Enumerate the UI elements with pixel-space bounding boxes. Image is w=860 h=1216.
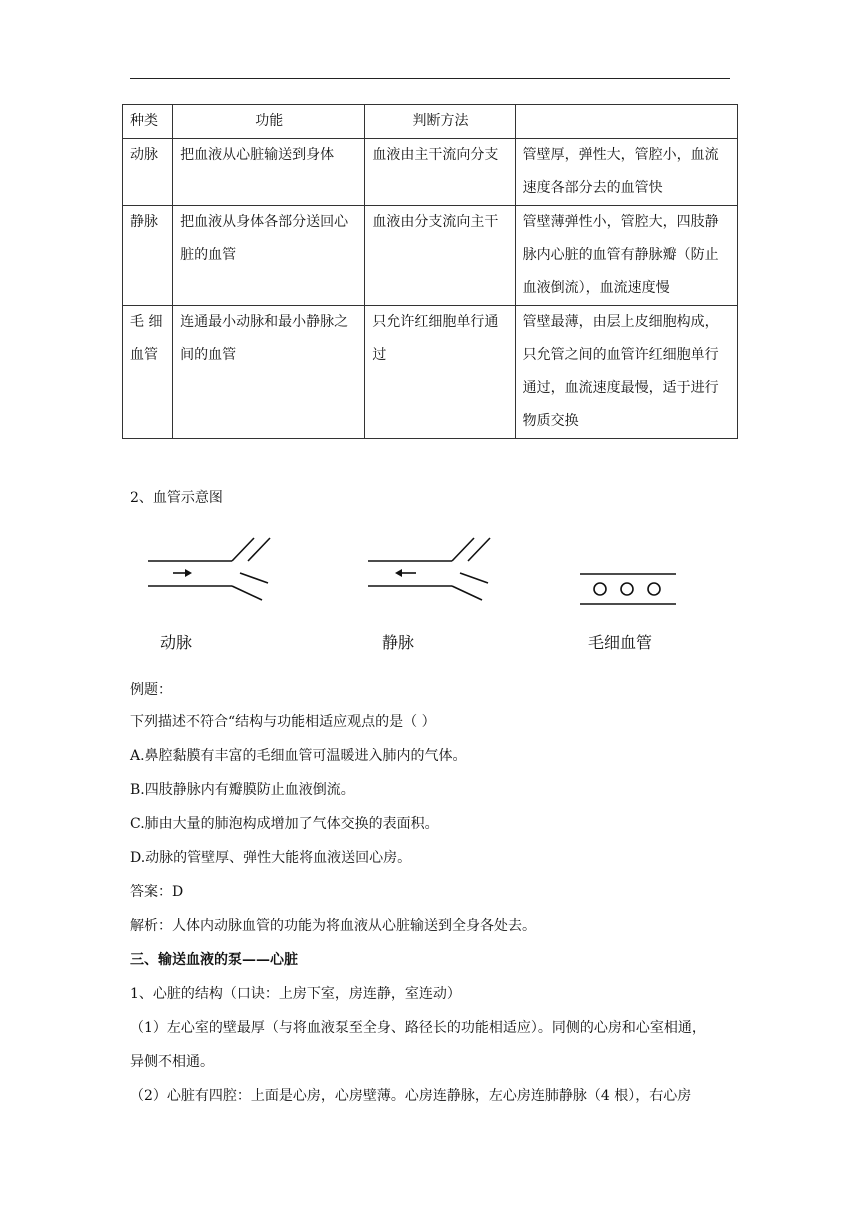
- header-rule: [130, 78, 730, 79]
- heart-structure-detail: （2）心脏有四腔：上面是心房，心房壁薄。心房连静脉，左心房连肺静脉（4 根），右心房: [130, 1088, 692, 1104]
- section-heading: 三、输送血液的泵——心脏: [130, 952, 298, 968]
- option-c: C.肺由大量的肺泡构成增加了气体交换的表面积。: [130, 816, 439, 832]
- table-cell-features: 管壁薄弹性小，管腔大，四肢静脉内心脏的血管有静脉瓣（防止血液倒流），血流速度慢: [515, 206, 737, 306]
- option-b: B.四肢静脉内有瓣膜防止血液倒流。: [130, 782, 355, 798]
- artery-diagram: [148, 538, 270, 600]
- table-header: 种类: [123, 105, 173, 139]
- table-cell-type: 静脉: [123, 206, 173, 306]
- table-cell-judge: 血液由主干流向分支: [365, 139, 515, 206]
- example-question: 下列描述不符合“结构与功能相适应观点的是（ ）: [130, 714, 436, 730]
- capillary-label: 毛细血管: [588, 633, 653, 652]
- option-a: A.鼻腔黏膜有丰富的毛细血管可温暖进入肺内的气体。: [130, 748, 467, 764]
- table-cell-type: 毛 细血管: [123, 306, 173, 439]
- table-row: [123, 206, 738, 306]
- table-row: [123, 306, 738, 439]
- vessel-diagram: [140, 528, 700, 668]
- heart-structure-detail: 异侧不相通。: [130, 1054, 214, 1070]
- table-cell-judge: 只允许红细胞单行通过: [365, 306, 515, 439]
- capillary-diagram: [580, 574, 676, 604]
- vein-diagram: [368, 538, 490, 600]
- table-header: [515, 105, 737, 139]
- table-cell-function: 把血液从身体各部分送回心脏的血管: [173, 206, 365, 306]
- example-title: 例题：: [130, 682, 172, 698]
- vessel-diagram-svg: [140, 528, 700, 628]
- table-cell-function: 把血液从心脏输送到身体: [173, 139, 365, 206]
- table-cell-judge: 血液由分支流向主干: [365, 206, 515, 306]
- analysis: 解析：人体内动脉血管的功能为将血液从心脏输送到全身各处去。: [130, 918, 536, 934]
- table-header: 功能: [173, 105, 365, 139]
- table-cell-features: 管壁最薄，由层上皮细胞构成，只允管之间的血管许红细胞单行通过，血流速度最慢，适于进行物质交换: [515, 306, 737, 439]
- table-cell-features: 管壁厚，弹性大，管腔小，血流速度各部分去的血管快: [515, 139, 737, 206]
- table-row: [123, 139, 738, 206]
- table-cell-type: 动脉: [123, 139, 173, 206]
- heart-structure-detail: （1）左心室的壁最厚（与将血液泵至全身、路径长的功能相适应）。同侧的心房和心室相通，: [130, 1020, 706, 1036]
- option-d: D.动脉的管壁厚、弹性大能将血液送回心房。: [130, 850, 412, 866]
- heart-structure-point: 1、心脏的结构（口诀：上房下室，房连静，室连动）: [130, 986, 461, 1002]
- artery-label: 动脉: [160, 633, 193, 652]
- section-heading: 2、血管示意图: [130, 490, 223, 506]
- table-header-row: [123, 105, 738, 139]
- table-header: 判断方法: [365, 105, 515, 139]
- answer: 答案：D: [130, 884, 184, 900]
- table-cell-function: 连通最小动脉和最小静脉之间的血管: [173, 306, 365, 439]
- vein-label: 静脉: [382, 633, 415, 652]
- blood-vessel-table: [122, 104, 738, 439]
